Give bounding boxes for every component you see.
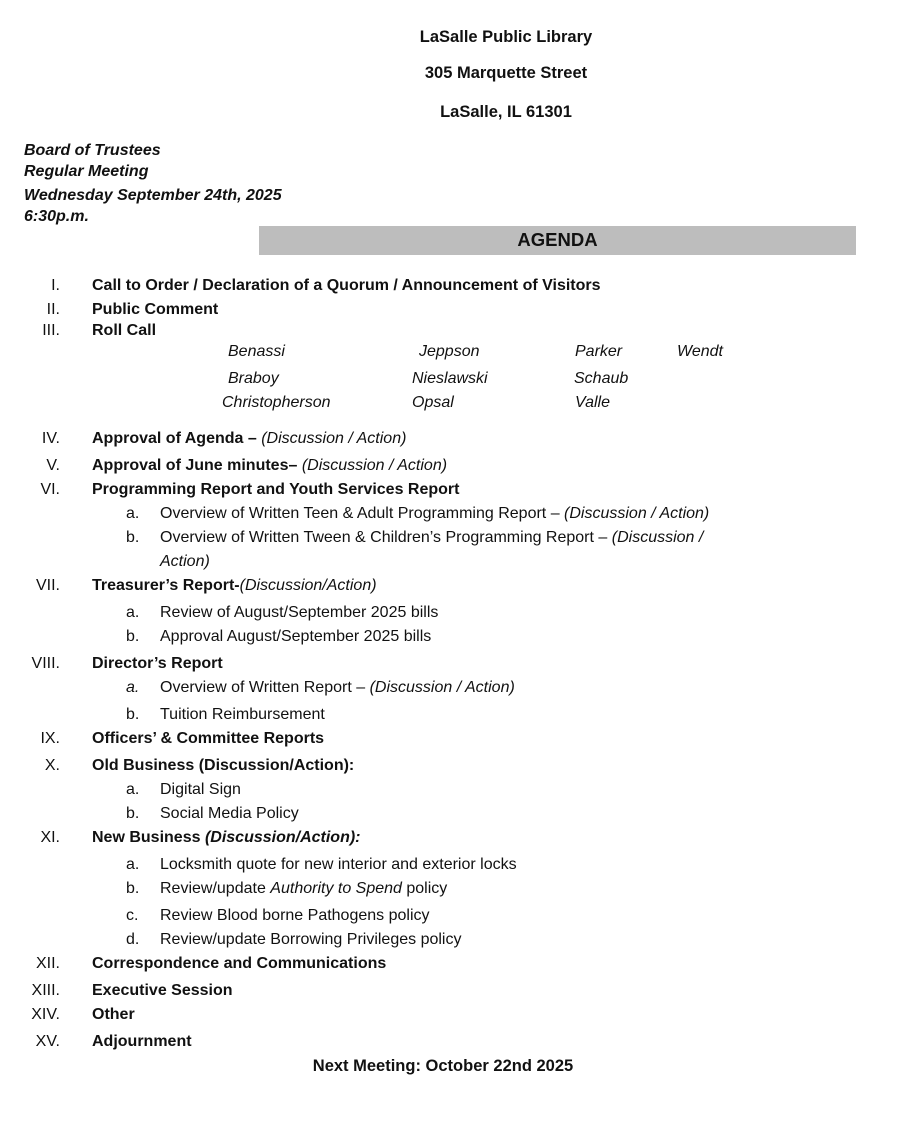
- agenda-item-correspondence: Correspondence and Communications: [92, 955, 387, 972]
- agenda-item-new-business: [92, 829, 361, 847]
- item-number: XIV.: [31, 1006, 60, 1023]
- roll-call-name: Benassi: [228, 343, 285, 360]
- sub-letter: b.: [126, 529, 140, 546]
- agenda-item-adjournment: Adjournment: [92, 1033, 192, 1050]
- sub-item: Approval August/September 2025 bills: [160, 628, 432, 645]
- next-meeting: Next Meeting: October 22nd 2025: [312, 1057, 574, 1075]
- library-name: LaSalle Public Library: [419, 28, 593, 46]
- roll-call-name: Braboy: [228, 370, 279, 387]
- sub-text: Review/update: [160, 880, 271, 897]
- item-number: IV.: [41, 430, 60, 447]
- sub-item: [160, 505, 709, 523]
- agenda-banner: [259, 226, 856, 255]
- agenda-item-old-business: Old Business (Discussion/Action):: [92, 757, 355, 774]
- sub-text: Overview of Written Tween & Children’s Programming Report –: [160, 529, 612, 546]
- agenda-item-call-to-order: Call to Order / Declaration of a Quorum / Announcement of Visitors: [92, 277, 601, 294]
- item-number: II.: [46, 301, 60, 318]
- item-number: III.: [42, 322, 60, 339]
- sub-note: (Discussion /: [611, 529, 704, 546]
- item-number: IX.: [40, 730, 60, 747]
- roll-call-name: Jeppson: [419, 343, 480, 360]
- item-title: Approval of June minutes–: [92, 457, 302, 474]
- library-street: 305 Marquette Street: [424, 64, 588, 82]
- sub-item: Review/update Borrowing Privileges policy: [160, 931, 462, 948]
- agenda-item-treasurers-report: [92, 577, 377, 595]
- sub-letter: b.: [126, 706, 140, 723]
- item-number: X.: [44, 757, 60, 774]
- sub-item: Tuition Reimbursement: [160, 706, 325, 723]
- item-note: (Discussion/Action): [239, 577, 377, 594]
- meeting-body: Board of Trustees: [24, 142, 161, 159]
- agenda-item-other: Other: [92, 1006, 135, 1023]
- sub-letter: d.: [126, 931, 140, 948]
- sub-item: Review of August/September 2025 bills: [160, 604, 439, 621]
- roll-call-name: Nieslawski: [412, 370, 488, 387]
- agenda-item-public-comment: Public Comment: [92, 301, 219, 318]
- sub-text: Overview of Written Teen & Adult Programming Report –: [160, 505, 565, 522]
- sub-item: [160, 880, 447, 898]
- agenda-item-roll-call: Roll Call: [92, 322, 157, 339]
- item-title: Treasurer’s Report-: [92, 577, 240, 594]
- sub-item: Digital Sign: [160, 781, 241, 798]
- meeting-type: Regular Meeting: [24, 163, 149, 180]
- sub-text: Overview of Written Report –: [160, 679, 370, 696]
- sub-letter: a.: [126, 604, 140, 621]
- sub-letter: b.: [126, 628, 140, 645]
- item-number: XV.: [35, 1033, 60, 1050]
- sub-item: [160, 529, 703, 547]
- item-note: (Discussion/Action):: [204, 829, 361, 846]
- sub-note-continued: Action): [160, 553, 210, 570]
- roll-call-name: Parker: [575, 343, 623, 360]
- sub-letter: a.: [126, 679, 140, 696]
- agenda-item-approval-agenda: [92, 430, 406, 448]
- sub-note: (Discussion / Action): [564, 505, 710, 522]
- roll-call-name: Wendt: [677, 343, 723, 360]
- sub-letter: a.: [126, 856, 140, 873]
- item-number: VI.: [40, 481, 60, 498]
- item-number: XIII.: [31, 982, 60, 999]
- roll-call-name: Schaub: [574, 370, 629, 387]
- sub-note: (Discussion / Action): [369, 679, 515, 696]
- sub-letter: b.: [126, 880, 140, 897]
- agenda-item-approval-minutes: [92, 457, 447, 475]
- sub-letter: a.: [126, 505, 140, 522]
- item-note: (Discussion / Action): [261, 430, 407, 447]
- item-number: VII.: [35, 577, 60, 594]
- meeting-date: Wednesday September 24th, 2025: [24, 187, 282, 204]
- roll-call-name: Opsal: [412, 394, 454, 411]
- item-number: V.: [46, 457, 60, 474]
- agenda-item-programming-report: Programming Report and Youth Services Report: [92, 481, 460, 498]
- item-number: XII.: [35, 955, 60, 972]
- roll-call-name: Valle: [575, 394, 610, 411]
- item-number: VIII.: [31, 655, 60, 672]
- agenda-title: AGENDA: [517, 229, 598, 250]
- item-title: New Business: [92, 829, 205, 846]
- agenda-item-executive-session: Executive Session: [92, 982, 233, 999]
- roll-call-name: Christopherson: [222, 394, 331, 411]
- sub-text-after: policy: [401, 880, 448, 897]
- sub-emphasis: Authority to Spend: [270, 880, 402, 897]
- item-number: XI.: [40, 829, 60, 846]
- sub-letter: c.: [126, 907, 139, 924]
- item-title: Approval of Agenda –: [92, 430, 262, 447]
- agenda-item-officers-reports: Officers’ & Committee Reports: [92, 730, 325, 747]
- sub-item: [160, 679, 515, 697]
- item-note: (Discussion / Action): [301, 457, 448, 474]
- agenda-item-directors-report: Director’s Report: [92, 655, 223, 672]
- sub-letter: a.: [126, 781, 140, 798]
- meeting-time: 6:30p.m.: [24, 208, 89, 225]
- sub-item-continuation: [160, 553, 210, 571]
- sub-item: Social Media Policy: [160, 805, 299, 822]
- sub-item: Review Blood borne Pathogens policy: [160, 907, 430, 924]
- sub-letter: b.: [126, 805, 140, 822]
- library-city: LaSalle, IL 61301: [440, 103, 572, 121]
- sub-item: Locksmith quote for new interior and exterior locks: [160, 856, 517, 873]
- item-number: I.: [51, 277, 60, 294]
